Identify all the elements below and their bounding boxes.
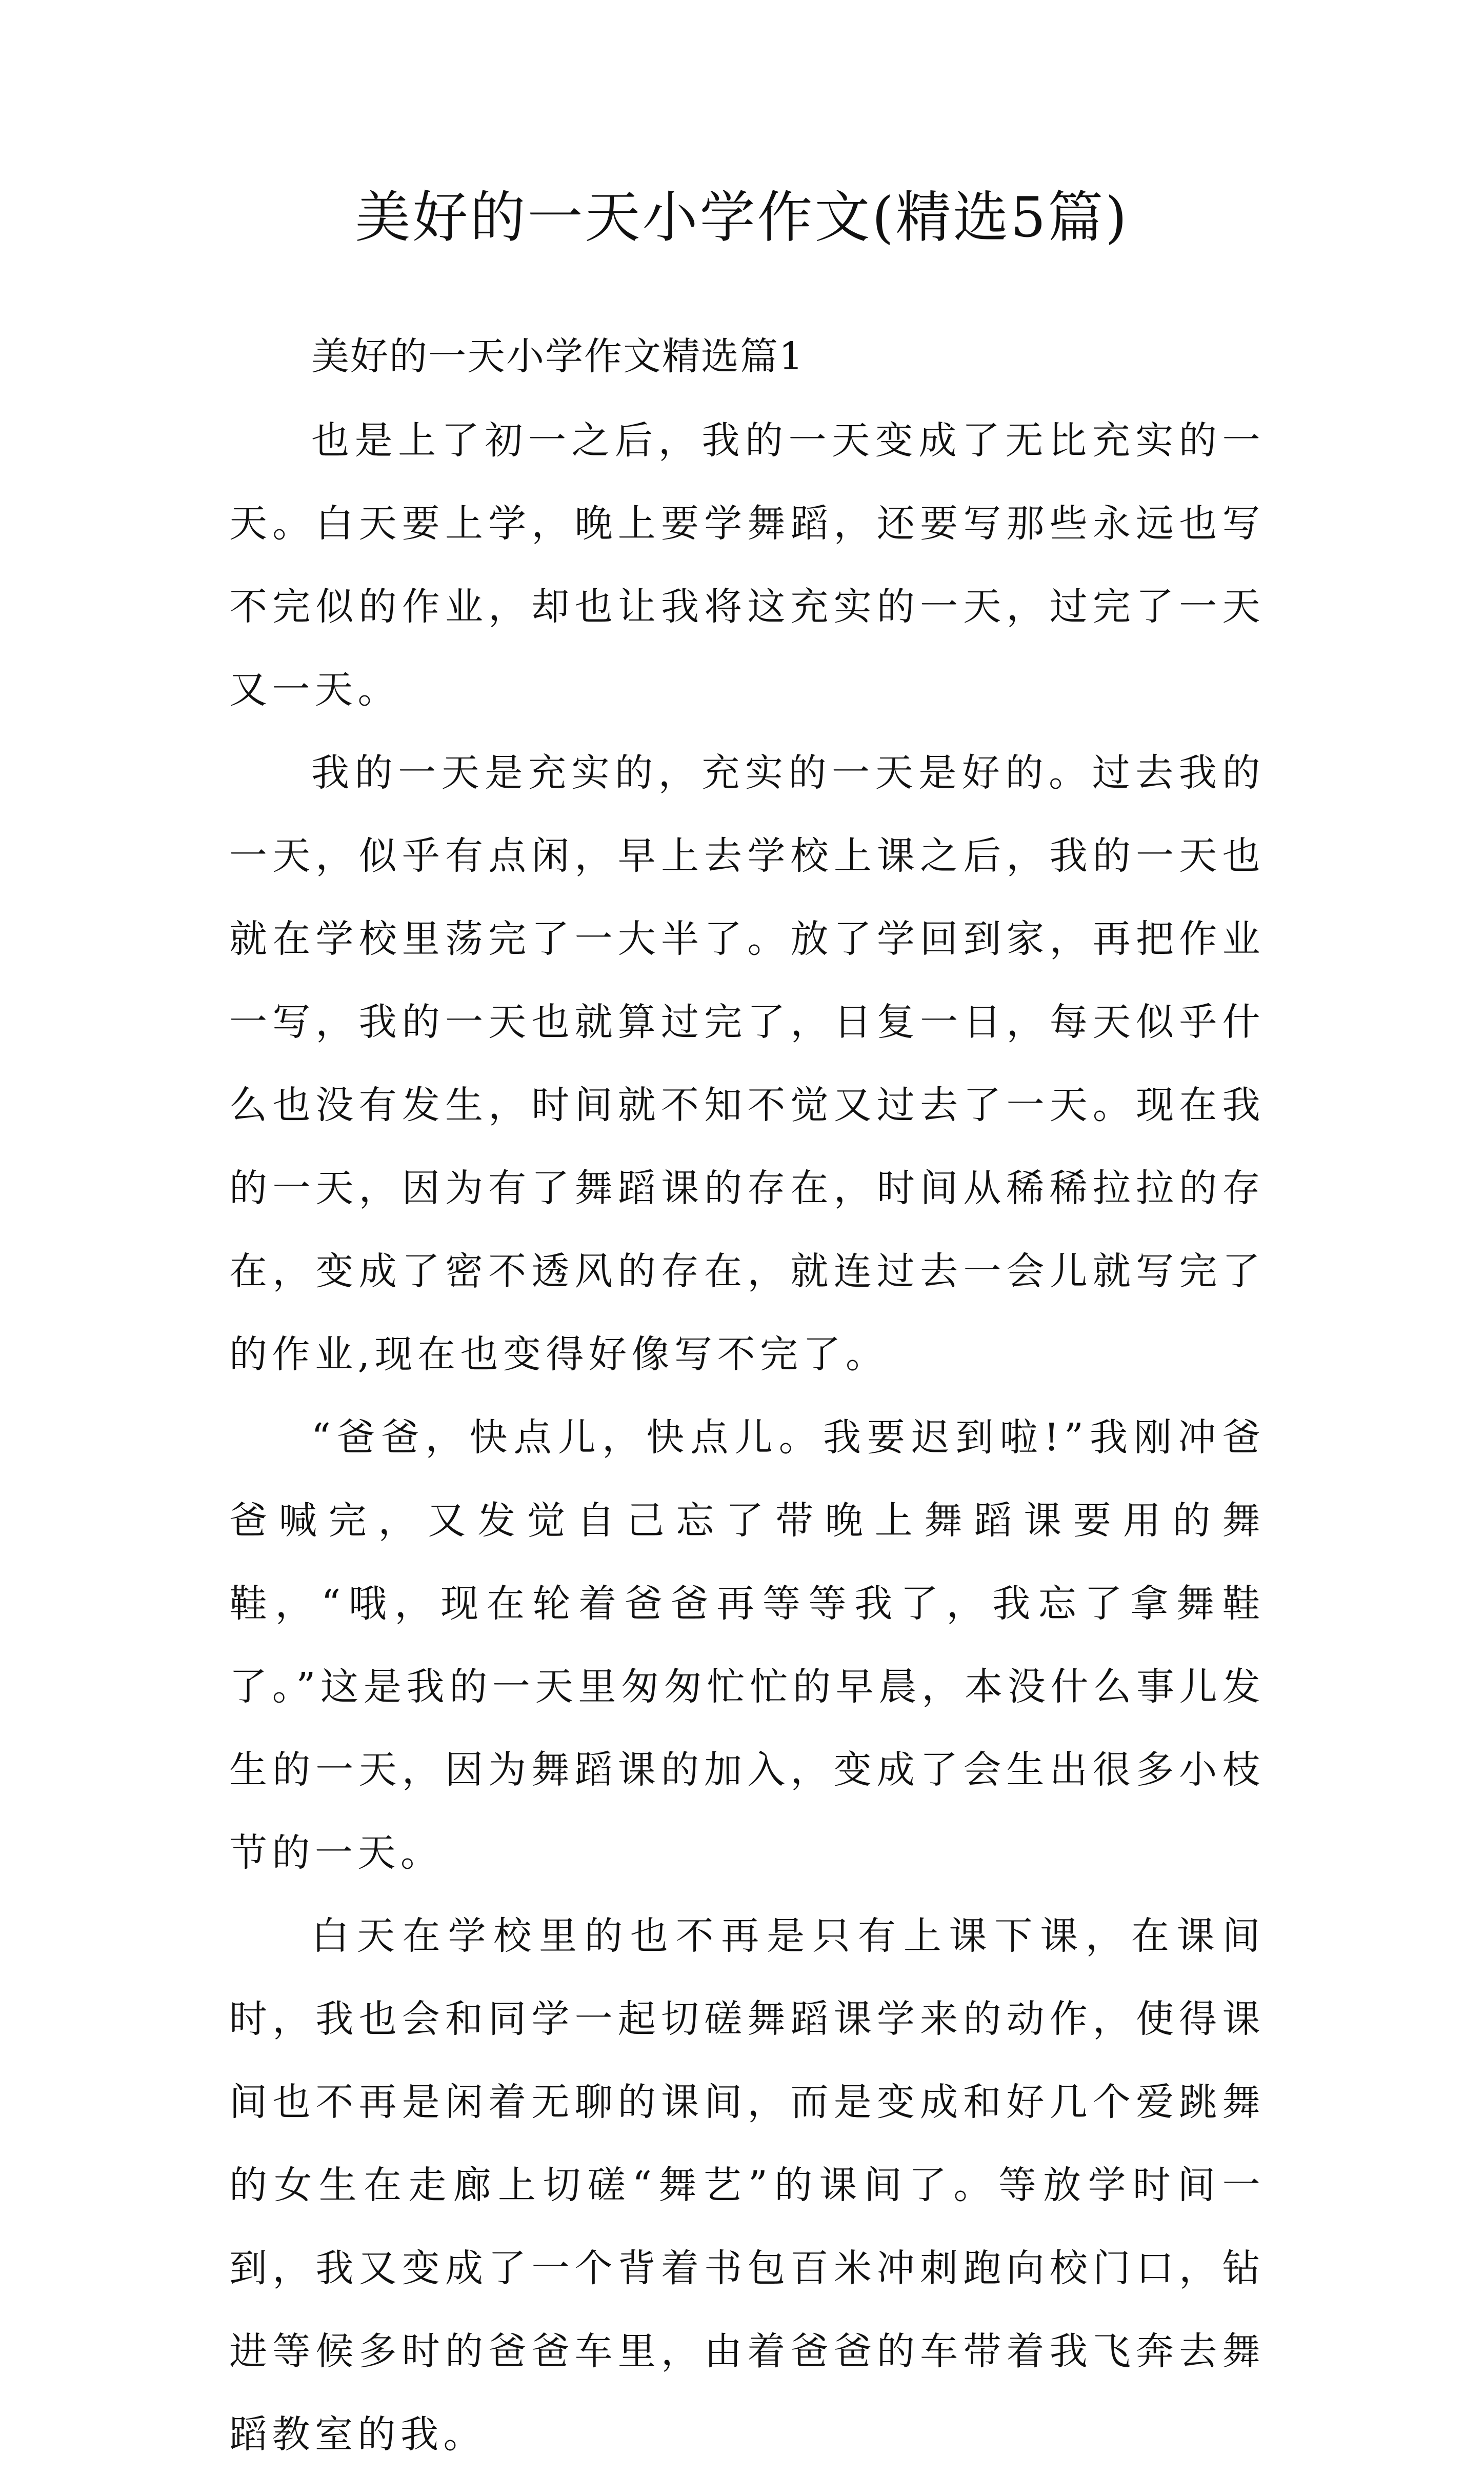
paragraph: 白天在学校里的也不再是只有上课下课，在课间时，我也会和同学一起切磋舞蹈课学来的动作，使得课间也不再是闲着无聊的课间，而是变成和好几个爱跳舞的女生在走廊上切磋“舞艺”的课间了。等放学时间一到，我又变成了一个背着书包百米冲刺跑向校门口，钻进等候多时的爸爸车里，由着爸爸的车带着我飞奔去舞蹈教室的我。 [229, 1914, 1265, 2457]
paragraph: 也是上了初一之后，我的一天变成了无比充实的一天。白天要上学，晚上要学舞蹈，还要写那些永远也写不完似的作业，却也让我将这充实的一天，过完了一天又一天。 [229, 418, 1265, 712]
paragraph: “爸爸，快点儿，快点儿。我要迟到啦!”我刚冲爸爸喊完，又发觉自己忘了带晚上舞蹈课要用的舞鞋，“哦，现在轮着爸爸再等等我了，我忘了拿舞鞋了。”这是我的一天里匆匆忙忙的早晨，本没什么事儿发生的一天，因为舞蹈课的加入，变成了会生出很多小枝节的一天。 [229, 1415, 1265, 1875]
paragraph: 我的一天是充实的，充实的一天是好的。过去我的一天，似乎有点闲，早上去学校上课之后，我的一天也就在学校里荡完了一大半了。放了学回到家，再把作业一写，我的一天也就算过完了，日复一日，每天似乎什么也没有发生，时间就不知不觉又过去了一天。现在我的一天，因为有了舞蹈课的存在，时间从稀稀拉拉的存在，变成了密不透风的存在，就连过去一会儿就写完了的作业,现在也变得好像写不完了。 [229, 751, 1265, 1376]
document-body [229, 314, 1265, 2476]
section-heading: 美好的一天小学作文精选篇1 [311, 334, 805, 378]
document-title: 美好的一天小学作文(精选5篇) [355, 186, 1129, 250]
